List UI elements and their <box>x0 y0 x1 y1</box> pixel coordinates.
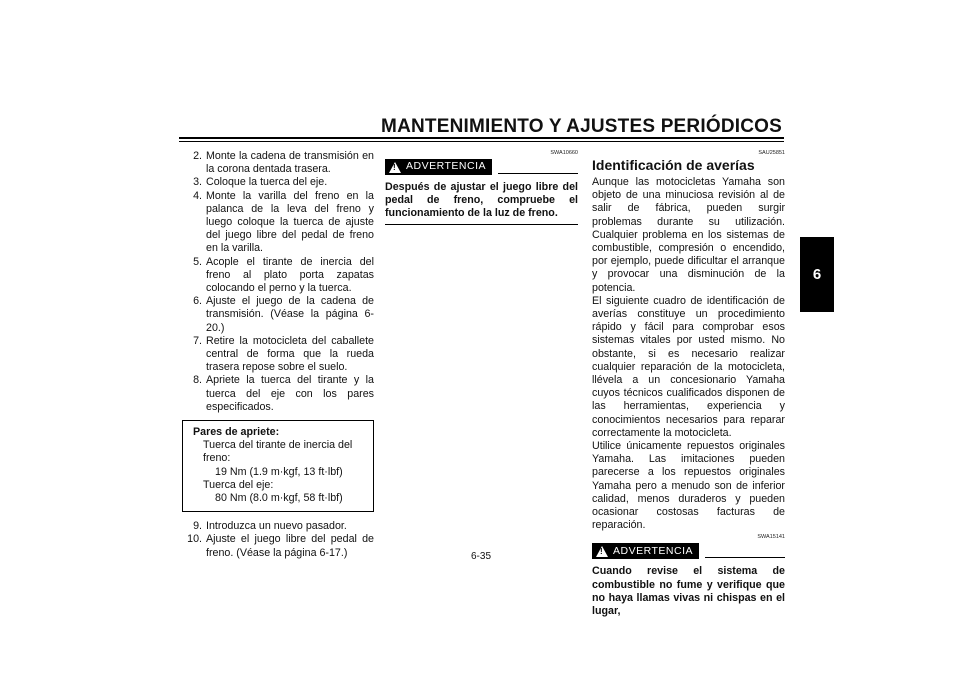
section-code: SAU25851 <box>758 150 785 156</box>
step-text: Ajuste el juego de la cadena de transmisión. (Véase la página 6-20.) <box>206 295 374 334</box>
step-item <box>182 176 374 189</box>
step-number: 5. <box>193 255 202 268</box>
torque-item-2: Tuerca del eje: <box>203 478 274 491</box>
step-item <box>182 520 374 533</box>
torque-title: Pares de apriete: <box>193 426 280 439</box>
torque-box <box>182 420 374 512</box>
step-number: 3. <box>193 176 202 189</box>
step-item <box>182 374 374 414</box>
steps-list-b <box>182 520 374 560</box>
warning-header-2 <box>592 543 785 559</box>
step-item <box>182 190 374 256</box>
step-text: Introduzca un nuevo pasador. <box>206 520 347 533</box>
warning-badge <box>385 159 492 175</box>
warning-label: ADVERTENCIA <box>406 160 486 173</box>
paragraph-3: Utilice únicamente repuestos originales Yamaha. Las imitaciones pueden parecerse a los repuestos originales Yamaha pero a menudo son de inferior calidad, menos duraderos y pueden ocasionar costosas facturas de reparación. <box>592 440 785 532</box>
step-item <box>182 150 374 176</box>
step-number: 4. <box>193 189 202 202</box>
warning-label-2: ADVERTENCIA <box>613 544 693 557</box>
header-rule-thick <box>179 137 784 139</box>
step-text: Apriete la tuerca del tirante y la tuerca del eje con los pares especificados. <box>206 374 374 413</box>
step-text: Monte la cadena de transmisión en la corona dentada trasera. <box>206 150 374 176</box>
torque-value-1: 19 Nm (1.9 m·kgf, 13 ft·lbf) <box>215 465 343 478</box>
paragraph-2: El siguiente cuadro de identificación de averías constituye un procedimiento rápido y fácil para comprobar esos sistemas vitales por usted mismo. No obstante, si es necesario realizar cualquier reparación de la motocicleta, llévela a un concesionario Yamaha cuyos técnicos cualificados disponen de las herramientas, experiencia y conocimientos necesarios para reparar correctamente la motocicleta. <box>592 294 785 439</box>
warning-header <box>385 159 578 175</box>
warning-end-rule <box>385 224 578 225</box>
torque-item-1: Tuerca del tirante de inercia del freno: <box>203 439 353 465</box>
step-item <box>182 335 374 375</box>
step-text: Monte la varilla del freno en la palanca de la leva del freno y luego coloque la tuerca de ajuste del juego libre del pedal de freno en la varilla. <box>206 189 374 255</box>
step-number: 8. <box>193 374 202 387</box>
step-text: Ajuste el juego libre del pedal de freno. (Véase la página 6-17.) <box>206 533 374 559</box>
step-number: 6. <box>193 295 202 308</box>
warning-text-2: Cuando revise el sistema de combustible no fume y verifique que no haya llamas vivas ni chispas en el lugar, <box>592 565 785 618</box>
warning-rule <box>498 173 578 174</box>
paragraph-1: Aunque las motocicletas Yamaha son objeto de una minuciosa revisión al de salir de fábrica, pueden surgir problemas durante su utilización. Cualquier problema en los sistemas de combustible, compresión o encendido, por ejemplo, puede dificultar el arranque y provocar una disminución de la potencia. <box>592 176 785 294</box>
warning-icon: ! <box>389 162 401 173</box>
right-column <box>592 150 785 618</box>
step-text: Coloque la tuerca del eje. <box>206 176 328 189</box>
warning-rule-2 <box>705 557 785 558</box>
step-item <box>182 256 374 296</box>
steps-list-a <box>182 150 374 414</box>
step-text: Retire la motocicleta del caballete central de forma que la rueda trasera repose sobre el suelo. <box>206 334 374 374</box>
warning-code-2: SWA15141 <box>757 534 785 541</box>
page-title: MANTENIMIENTO Y AJUSTES PERIÓDICOS <box>381 116 782 137</box>
header-rule-thin <box>179 141 784 142</box>
warning-icon: ! <box>596 546 608 557</box>
step-number: 9. <box>193 520 202 533</box>
chapter-tab-number: 6 <box>812 266 822 283</box>
step-text: Acople el tirante de inercia del freno al plato porta zapatas colocando el perno y la tuerca. <box>206 255 374 295</box>
step-number: 10. <box>187 533 202 546</box>
page-number: 6-35 <box>471 551 492 562</box>
middle-column <box>385 150 578 225</box>
step-number: 7. <box>193 334 202 347</box>
step-number: 2. <box>193 150 202 162</box>
warning-text: Después de ajustar el juego libre del pedal de freno, compruebe el funcionamiento de la luz de freno. <box>385 181 578 220</box>
step-item <box>182 533 374 559</box>
left-column <box>182 150 374 560</box>
chapter-tab <box>800 237 834 312</box>
step-item <box>182 295 374 335</box>
warning-code: SWA10660 <box>550 150 578 156</box>
torque-value-2: 80 Nm (8.0 m·kgf, 58 ft·lbf) <box>215 492 343 505</box>
section-title: Identificación de averías <box>592 157 755 173</box>
warning-badge-2 <box>592 543 699 559</box>
